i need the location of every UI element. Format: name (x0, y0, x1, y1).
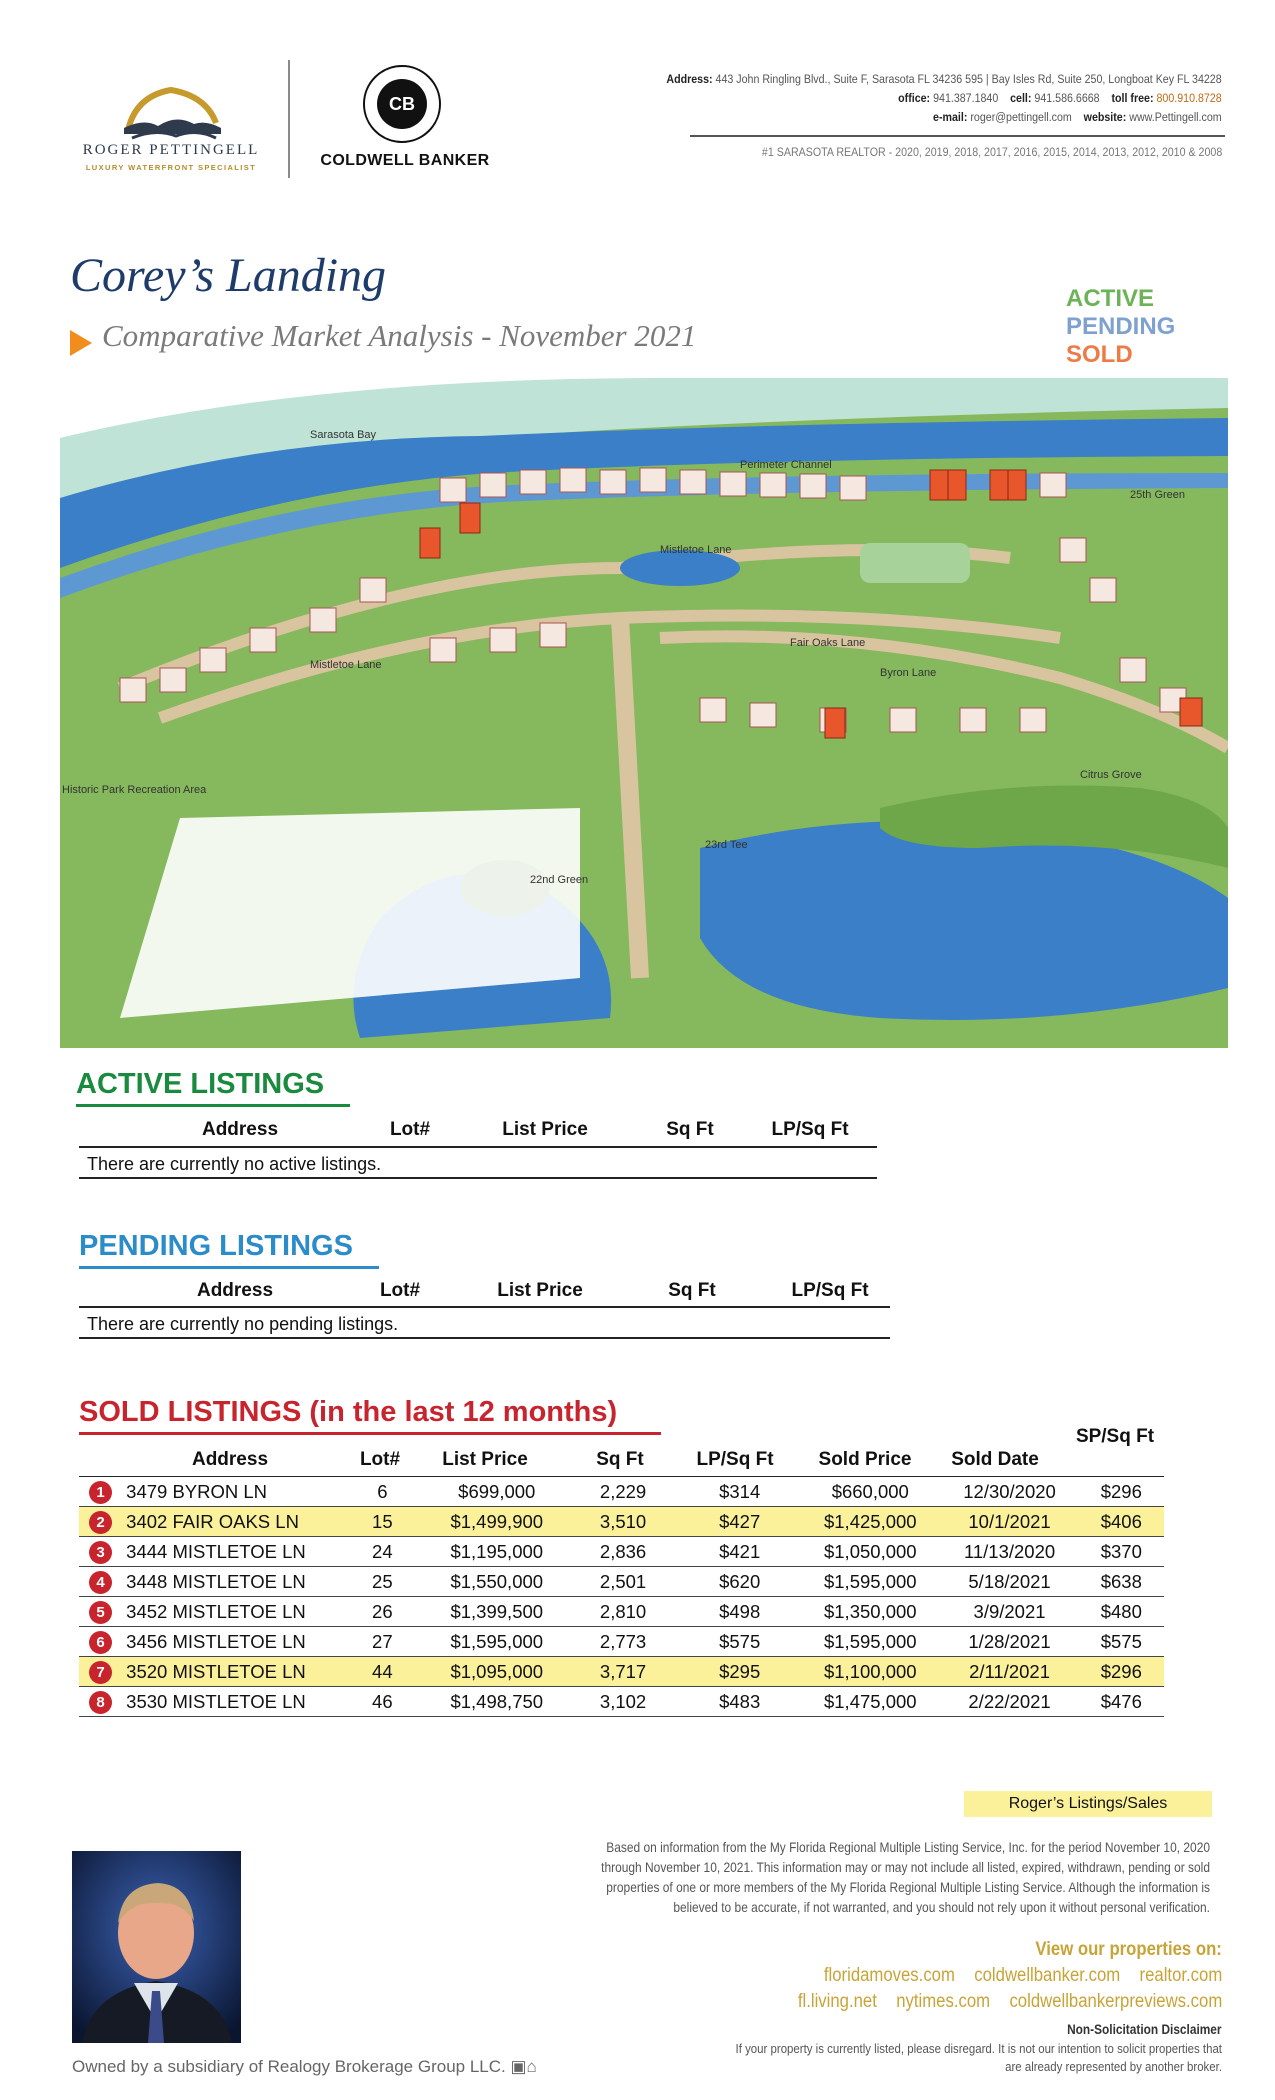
link-floridamoves[interactable]: floridamoves.com (823, 1965, 955, 1986)
table-row (79, 1507, 1164, 1537)
cell-list-price: $1,499,900 (427, 1507, 567, 1537)
cell-sqft: 3,717 (567, 1657, 679, 1687)
cell-lp-sqft: $421 (679, 1537, 800, 1567)
cell-lp-sqft: $314 (679, 1477, 800, 1507)
table-row (79, 1657, 1164, 1687)
sold-listings-table (79, 1476, 1164, 1717)
cell-sold-price: $1,100,000 (800, 1657, 940, 1687)
row-number-badge: 1 (89, 1481, 112, 1504)
map-label-citrus: Citrus Grove (1080, 769, 1142, 781)
table-row (79, 1567, 1164, 1597)
cell-sqft: 2,810 (567, 1597, 679, 1627)
link-nytimes[interactable]: nytimes.com (895, 1991, 990, 2012)
sold-col-sp-sqft: SP/Sq Ft (1075, 1426, 1155, 1447)
cell-sp-sqft: $480 (1079, 1597, 1164, 1627)
cell-lot: 25 (338, 1567, 427, 1597)
cell-lot: 6 (338, 1477, 427, 1507)
equal-housing-icon: ▣⌂ (505, 2057, 537, 2076)
sold-col-sold-price: Sold Price (818, 1449, 912, 1470)
page-title: Corey’s Landing (70, 249, 387, 302)
agent-photo (72, 1851, 241, 2043)
table-row (79, 1477, 1164, 1507)
row-number-badge: 2 (89, 1511, 112, 1534)
cell-sold-date: 10/1/2021 (940, 1507, 1078, 1537)
map-label-22nd-green: 22nd Green (530, 874, 589, 886)
cell-address: 3452 MISTLETOE LN (122, 1597, 338, 1627)
cell-sp-sqft: $296 (1079, 1657, 1164, 1687)
svg-text:CB: CB (389, 94, 415, 114)
cell-sold-date: 2/22/2021 (940, 1687, 1078, 1717)
legend-pending: PENDING (1066, 313, 1176, 340)
cell-lp-sqft: $427 (679, 1507, 800, 1537)
cell-sold-date: 12/30/2020 (940, 1477, 1078, 1507)
cell-sold-price: $1,595,000 (800, 1627, 940, 1657)
cell-sp-sqft: $476 (1079, 1687, 1164, 1717)
cell-address: 3444 MISTLETOE LN (122, 1537, 338, 1567)
row-number-badge: 8 (89, 1691, 112, 1714)
cell-number (79, 1687, 122, 1717)
map-label-byron: Byron Lane (880, 667, 937, 679)
cell-address: 3456 MISTLETOE LN (122, 1627, 338, 1657)
cell-lot: 26 (338, 1597, 427, 1627)
roger-pettingell-logo (66, 68, 276, 148)
cell-number (79, 1477, 122, 1507)
sold-col-lot: Lot# (359, 1449, 401, 1470)
sold-listings-heading: SOLD LISTINGS (in the last 12 months) (79, 1396, 618, 1428)
cell-lp-sqft: $295 (679, 1657, 800, 1687)
ownership-statement: Owned by a subsidiary of Realogy Brokerage Group LLC. ▣⌂ (72, 2057, 537, 2076)
cell-number (79, 1567, 122, 1597)
cell-sqft: 2,501 (567, 1567, 679, 1597)
sold-col-sold-date: Sold Date (951, 1449, 1039, 1470)
table-row (79, 1627, 1164, 1657)
map-label-fair-oaks: Fair Oaks Lane (790, 637, 866, 649)
cell-number (79, 1597, 122, 1627)
cell-number (79, 1507, 122, 1537)
row-number-badge: 7 (89, 1661, 112, 1684)
row-number-badge: 3 (89, 1541, 112, 1564)
table-row (79, 1537, 1164, 1567)
active-rule-top (79, 1146, 877, 1148)
website-link[interactable]: www.Pettingell.com (1129, 110, 1222, 124)
cell-list-price: $1,595,000 (427, 1627, 567, 1657)
link-coldwellbanker[interactable]: coldwellbanker.com (974, 1965, 1120, 1986)
cell-lot: 15 (338, 1507, 427, 1537)
pending-col-address: Address (196, 1280, 274, 1301)
header-rule (690, 135, 1225, 137)
active-rule-bottom (79, 1177, 877, 1179)
legend-active: ACTIVE (1066, 285, 1155, 312)
cell-sp-sqft: $575 (1079, 1627, 1164, 1657)
pending-col-list-price: List Price (497, 1280, 583, 1301)
pending-col-lot: Lot# (379, 1280, 421, 1301)
community-site-map (60, 378, 1228, 1048)
active-listings-heading: ACTIVE LISTINGS (76, 1068, 325, 1100)
cell-sold-date: 5/18/2021 (940, 1567, 1078, 1597)
pending-col-sqft: Sq Ft (668, 1280, 716, 1301)
contact-block: Address: 443 John Ringling Blvd., Suite F, Sarasota FL 34236 595 | Bay Isles Rd, Suite 250, Longboat Key FL 34228 office: 941.387.1840 cell: 941.586.6668 toll free: 800.910.8728 e-mail: roger@pettingell.com website: www.Pettingell.com (666, 72, 1222, 124)
page-subtitle: Comparative Market Analysis - November 2021 (102, 318, 697, 353)
active-col-address: Address (201, 1119, 279, 1140)
cell-sold-price: $660,000 (800, 1477, 940, 1507)
pending-listings-heading: PENDING LISTINGS (79, 1230, 353, 1262)
non-solicitation-text: If your property is currently listed, please disregard. It is not our intention to solicit properties that are already represented by another broker. (735, 2041, 1222, 2074)
cell-lot: 44 (338, 1657, 427, 1687)
cell-number (79, 1537, 122, 1567)
cell-list-price: $1,550,000 (427, 1567, 567, 1597)
email-link[interactable]: roger@pettingell.com (970, 110, 1073, 124)
cell-lot: 24 (338, 1537, 427, 1567)
awards-line: #1 SARASOTA REALTOR - 2020, 2019, 2018, 2017, 2016, 2015, 2014, 2013, 2012, 2010 & 2008 (761, 145, 1222, 159)
cell-number (79, 1657, 122, 1687)
sold-col-list-price: List Price (442, 1449, 528, 1470)
row-number-badge: 6 (89, 1631, 112, 1654)
cell-sp-sqft: $638 (1079, 1567, 1164, 1597)
sold-col-address: Address (191, 1449, 269, 1470)
coldwell-banker-name: COLDWELL BANKER (320, 152, 490, 169)
logo-divider (288, 60, 290, 178)
pending-rule-top (79, 1306, 890, 1308)
cell-lp-sqft: $498 (679, 1597, 800, 1627)
sold-col-sqft: Sq Ft (596, 1449, 644, 1470)
link-fl-living[interactable]: fl.living.net (797, 1991, 877, 2012)
cell-sqft: 3,510 (567, 1507, 679, 1537)
cell-sp-sqft: $370 (1079, 1537, 1164, 1567)
pending-empty-note: There are currently no pending listings. (87, 1314, 399, 1334)
link-realtor[interactable]: realtor.com (1139, 1965, 1222, 1986)
cell-sqft: 2,229 (567, 1477, 679, 1507)
cell-sold-price: $1,595,000 (800, 1567, 940, 1597)
cell-address: 3402 FAIR OAKS LN (122, 1507, 338, 1537)
cell-list-price: $699,000 (427, 1477, 567, 1507)
active-col-sqft: Sq Ft (666, 1119, 714, 1140)
property-links (778, 1963, 1222, 2015)
arrow-icon (70, 330, 92, 356)
cell-sqft: 2,773 (567, 1627, 679, 1657)
cell-list-price: $1,095,000 (427, 1657, 567, 1687)
map-label-23rd-tee: 23rd Tee (705, 839, 748, 851)
cell-sp-sqft: $406 (1079, 1507, 1164, 1537)
mls-disclaimer: Based on information from the My Florida Regional Multiple Listing Service, Inc. for the period November 10, 2020 through November 10, 2021. This information may or may not include all listed, expired, withdrawn, pending or sold properties of one or more members of the My Florida Regional Multiple Listing Service. Although the information is believed to be accurate, if not warranted, and you should not rely upon it without personal verification. (601, 1840, 1210, 1915)
active-underline (76, 1104, 350, 1107)
non-solicitation-heading: Non-Solicitation Disclaimer (1067, 2022, 1222, 2037)
row-number-badge: 5 (89, 1601, 112, 1624)
cell-sold-date: 3/9/2021 (940, 1597, 1078, 1627)
pending-col-lp-sqft: LP/Sq Ft (791, 1280, 869, 1301)
map-label-park: Historic Park Recreation Area (62, 784, 207, 796)
link-cbpreviews[interactable]: coldwellbankerpreviews.com (1009, 1991, 1222, 2012)
active-col-lp-sqft: LP/Sq Ft (771, 1119, 849, 1140)
coldwell-banker-logo (362, 64, 442, 144)
cell-lp-sqft: $575 (679, 1627, 800, 1657)
cell-sold-price: $1,350,000 (800, 1597, 940, 1627)
cell-address: 3520 MISTLETOE LN (122, 1657, 338, 1687)
cell-address: 3479 BYRON LN (122, 1477, 338, 1507)
map-label-bay: Sarasota Bay (310, 429, 377, 441)
pending-rule-bottom (79, 1337, 890, 1339)
table-row (79, 1597, 1164, 1627)
cell-sold-date: 11/13/2020 (940, 1537, 1078, 1567)
brand-name: ROGER PETTINGELL (82, 142, 260, 158)
map-label-mistletoe: Mistletoe Lane (660, 544, 732, 556)
view-properties-heading: View our properties on: (1035, 1939, 1222, 1960)
active-col-list-price: List Price (502, 1119, 588, 1140)
cell-sold-date: 2/11/2021 (940, 1657, 1078, 1687)
cell-sqft: 3,102 (567, 1687, 679, 1717)
pending-underline (79, 1266, 379, 1269)
map-label-25th-green: 25th Green (1130, 489, 1186, 501)
cell-list-price: $1,399,500 (427, 1597, 567, 1627)
cell-lot: 27 (338, 1627, 427, 1657)
brand-tagline: LUXURY WATERFRONT SPECIALIST (85, 163, 257, 172)
active-empty-note: There are currently no active listings. (87, 1154, 382, 1174)
cell-list-price: $1,498,750 (427, 1687, 567, 1717)
rogers-listings-key: Roger’s Listings/Sales (964, 1791, 1212, 1817)
row-number-badge: 4 (89, 1571, 112, 1594)
cell-sold-price: $1,425,000 (800, 1507, 940, 1537)
cell-sqft: 2,836 (567, 1537, 679, 1567)
cell-lp-sqft: $483 (679, 1687, 800, 1717)
cell-sold-price: $1,475,000 (800, 1687, 940, 1717)
cell-address: 3530 MISTLETOE LN (122, 1687, 338, 1717)
cell-sp-sqft: $296 (1079, 1477, 1164, 1507)
legend-sold: SOLD (1066, 341, 1133, 368)
cell-address: 3448 MISTLETOE LN (122, 1567, 338, 1597)
cell-sold-price: $1,050,000 (800, 1537, 940, 1567)
cell-list-price: $1,195,000 (427, 1537, 567, 1567)
map-label-channel: Perimeter Channel (740, 459, 832, 471)
table-row (79, 1687, 1164, 1717)
cell-sold-date: 1/28/2021 (940, 1627, 1078, 1657)
cell-number (79, 1627, 122, 1657)
sold-col-lp-sqft: LP/Sq Ft (696, 1449, 774, 1470)
cell-lp-sqft: $620 (679, 1567, 800, 1597)
active-col-lot: Lot# (389, 1119, 431, 1140)
sold-underline (79, 1432, 661, 1435)
map-label-mistletoe-2: Mistletoe Lane (310, 659, 382, 671)
cell-lot: 46 (338, 1687, 427, 1717)
